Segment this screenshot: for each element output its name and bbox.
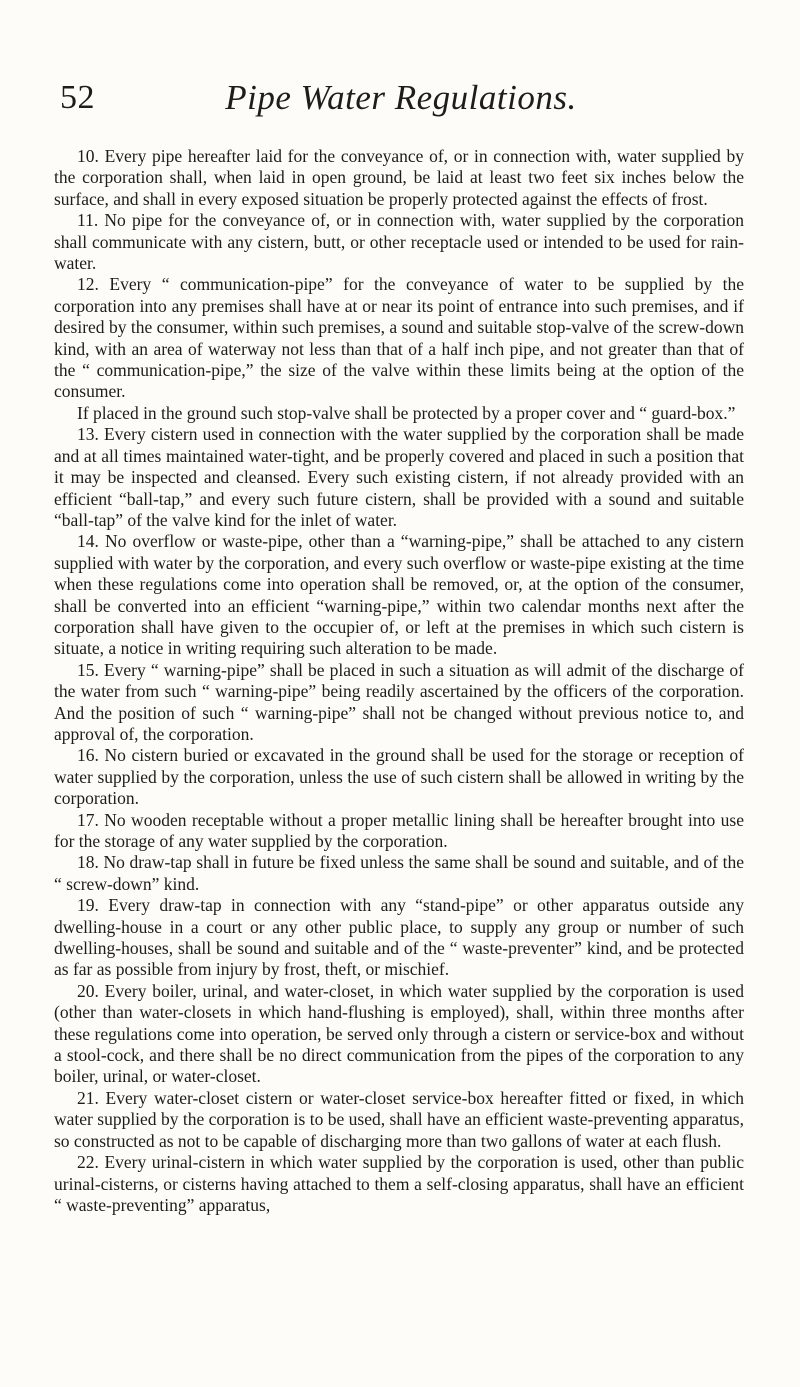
regulation-13: 13. Every cistern used in connection with the water supplied by the corporation shall be made and at all times maintained water-tight, and be properly covered and placed in such a position that it may be inspected and cleansed. Every such existing cistern, if not already provided with an efficient “ball-tap,” and every such future cistern, shall be provided with a sound and suitable “ball-tap” of the valve kind for the inlet of water.	[54, 424, 744, 530]
regulation-11: 11. No pipe for the conveyance of, or in connection with, water supplied by the corporation shall communicate with any cistern, butt, or other receptacle used or intended to be used for rain-water.	[54, 210, 744, 274]
regulation-14: 14. No overflow or waste-pipe, other than a “warning-pipe,” shall be attached to any cistern supplied with water by the corporation, and every such overflow or waste-pipe existing at the time when these regulations come into operation shall be removed, or, at the option of the consumer, shall be converted into an efficient “warning-pipe,” within two calendar months next after the corporation shall have given to the occupier of, or left at the premises in which such cistern is situate, a notice in writing requiring such alteration to be made.	[54, 531, 744, 659]
regulation-12: 12. Every “ communication-pipe” for the conveyance of water to be supplied by the corporation into any premises shall have at or near its point of entrance into such premises, and if desired by the consumer, within such premises, a sound and suitable stop-valve of the screw-down kind, with an area of waterway not less than that of a half inch pipe, and not greater than that of the “ communication-pipe,” the size of the valve within these limits being at the option of the consumer.	[54, 274, 744, 402]
running-title: Pipe Water Regulations.	[225, 78, 577, 117]
regulation-19: 19. Every draw-tap in connection with any “stand-pipe” or other apparatus outside any dwelling-house in a court or any other public place, to supply any group or number of such dwelling-houses, shall be sound and suitable and of the “ waste-preventer” kind, and be protected as far as possible from injury by frost, theft, or mischief.	[54, 895, 744, 980]
regulation-12-continued: If placed in the ground such stop-valve shall be protected by a proper cover and “ guard-box.”	[77, 402, 736, 423]
regulation-15: 15. Every “ warning-pipe” shall be placed in such a situation as will admit of the discharge of the water from such “ warning-pipe” being readily ascertained by the officers of the corporation. And the position of such “ warning-pipe” shall not be changed without previous notice to, and approval of, the corporation.	[54, 659, 744, 744]
page-number: 52	[60, 79, 95, 116]
regulation-16: 16. No cistern buried or excavated in the ground shall be used for the storage or reception of water supplied by the corporation, unless the use of such cistern shall be allowed in writing by the corporation.	[54, 745, 744, 809]
regulations-text	[54, 146, 744, 1216]
regulation-18: 18. No draw-tap shall in future be fixed unless the same shall be sound and suitable, and of the “ screw-down” kind.	[54, 852, 744, 894]
regulation-22: 22. Every urinal-cistern in which water supplied by the corporation is used, other than public urinal-cisterns, or cisterns having attached to them a self-closing apparatus, shall have an efficient “ waste-preventing” apparatus,	[54, 1152, 744, 1215]
regulation-20: 20. Every boiler, urinal, and water-closet, in which water supplied by the corporation is used (other than water-closets in which hand-flushing is employed), shall, within three months after these regulations come into operation, be served only through a cistern or service-box and without a stool-cock, and there shall be no direct communication from the pipes of the corporation to any boiler, urinal, or water-closet.	[54, 980, 744, 1087]
regulation-10: 10. Every pipe hereafter laid for the conveyance of, or in connection with, water supplied by the corporation shall, when laid in open ground, be laid at least two feet six inches below the surface, and shall in every exposed situation be properly protected against the effects of frost.	[54, 146, 744, 209]
regulation-17: 17. No wooden receptable without a proper metallic lining shall be hereafter brought into use for the storage of any water supplied by the corporation.	[54, 809, 744, 851]
regulation-21: 21. Every water-closet cistern or water-closet service-box hereafter fitted or fixed, in which water supplied by the corporation is to be used, shall have an efficient waste-preventing apparatus, so constructed as not to be capable of discharging more than two gallons of water at each flush.	[54, 1087, 744, 1151]
page-header	[60, 76, 742, 120]
